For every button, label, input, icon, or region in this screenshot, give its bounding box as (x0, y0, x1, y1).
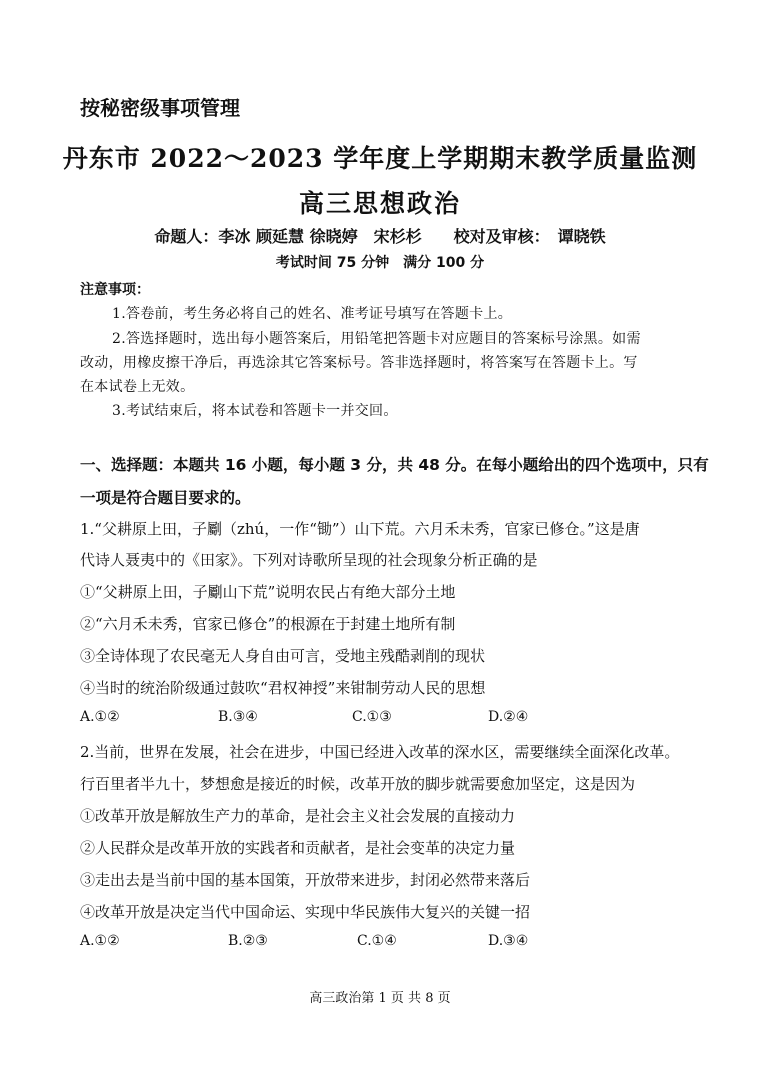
q2-item: ③走出去是当前中国的基本国策，开放带来进步，封闭必然带来落后 (80, 871, 531, 889)
q2-item: ①改革开放是解放生产力的革命，是社会主义社会发展的直接动力 (80, 807, 516, 825)
q2-item: ④改革开放是决定当代中国命运、实现中华民族伟大复兴的关键一招 (80, 903, 531, 921)
q1-option-b: B.③④ (218, 709, 258, 725)
section-heading-cont: 一项是符合题目要求的。 (80, 489, 251, 507)
exam-title: 丹东市 2022～2023 学年度上学期期末教学质量监测 (62, 144, 698, 173)
q2-option-d: D.③④ (488, 933, 529, 949)
q1-option-a: A.①② (80, 709, 120, 725)
notice-line: 3.考试结束后，将本试卷和答题卡一并交回。 (112, 403, 398, 419)
q1-option-c: C.①③ (352, 709, 392, 725)
notice-line: 1.答卷前，考生务必将自己的姓名、准考证号填写在答题卡上。 (112, 306, 513, 322)
q1-stem: 1.“父耕原上田，子劚（zhú，一作“锄”）山下荒。六月禾未秀，官家已修仓。”这是唐 (80, 520, 640, 538)
authors-line: 命题人：李冰 顾延慧 徐晓婷 宋杉杉 校对及审核： 谭晓铁 (154, 227, 606, 246)
q2-option-c: C.①④ (357, 933, 397, 949)
q2-stem: 2.当前，世界在发展，社会在进步，中国已经进入改革的深水区，需要继续全面深化改革。 (80, 743, 680, 761)
q2-option-b: B.②③ (228, 933, 268, 949)
notice-line: 改动，用橡皮擦干净后，再选涂其它答案标号。答非选择题时，将答案写在答题卡上。写 (80, 355, 638, 371)
q1-item: ①“父耕原上田，子劚山下荒”说明农民占有绝大部分土地 (80, 583, 456, 601)
exam-info: 考试时间 75 分钟 满分 100 分 (275, 255, 485, 271)
q2-stem-cont: 行百里者半九十，梦想愈是接近的时候，改革开放的脚步就需要愈加坚定，这是因为 (80, 775, 636, 793)
q2-item: ②人民群众是改革开放的实践者和贡献者，是社会变革的决定力量 (80, 839, 516, 857)
q1-stem-cont: 代诗人聂夷中的《田家》。下列对诗歌所呈现的社会现象分析正确的是 (80, 551, 538, 569)
notice-line: 2.答选择题时，选出每小题答案后，用铅笔把答题卡对应题目的答案标号涂黑。如需 (112, 331, 641, 347)
q1-option-d: D.②④ (488, 709, 529, 725)
page-footer: 高三政治第 1 页 共 8 页 (309, 991, 451, 1006)
notice-title: 注意事项： (80, 282, 150, 298)
exam-subject: 高三思想政治 (298, 189, 461, 218)
q1-item: ②“六月禾未秀，官家已修仓”的根源在于封建土地所有制 (80, 615, 456, 633)
q1-item: ④当时的统治阶级通过鼓吹“君权神授”来钳制劳动人民的思想 (80, 679, 486, 697)
secrecy-label: 按秘密级事项管理 (80, 96, 240, 120)
q1-item: ③全诗体现了农民毫无人身自由可言，受地主残酷剥削的现状 (80, 647, 486, 665)
section-heading: 一、选择题：本题共 16 小题，每小题 3 分，共 48 分。在每小题给出的四个选项中，只有 (80, 456, 709, 474)
q2-option-a: A.①② (80, 933, 120, 949)
notice-line: 在本试卷上无效。 (80, 379, 195, 395)
